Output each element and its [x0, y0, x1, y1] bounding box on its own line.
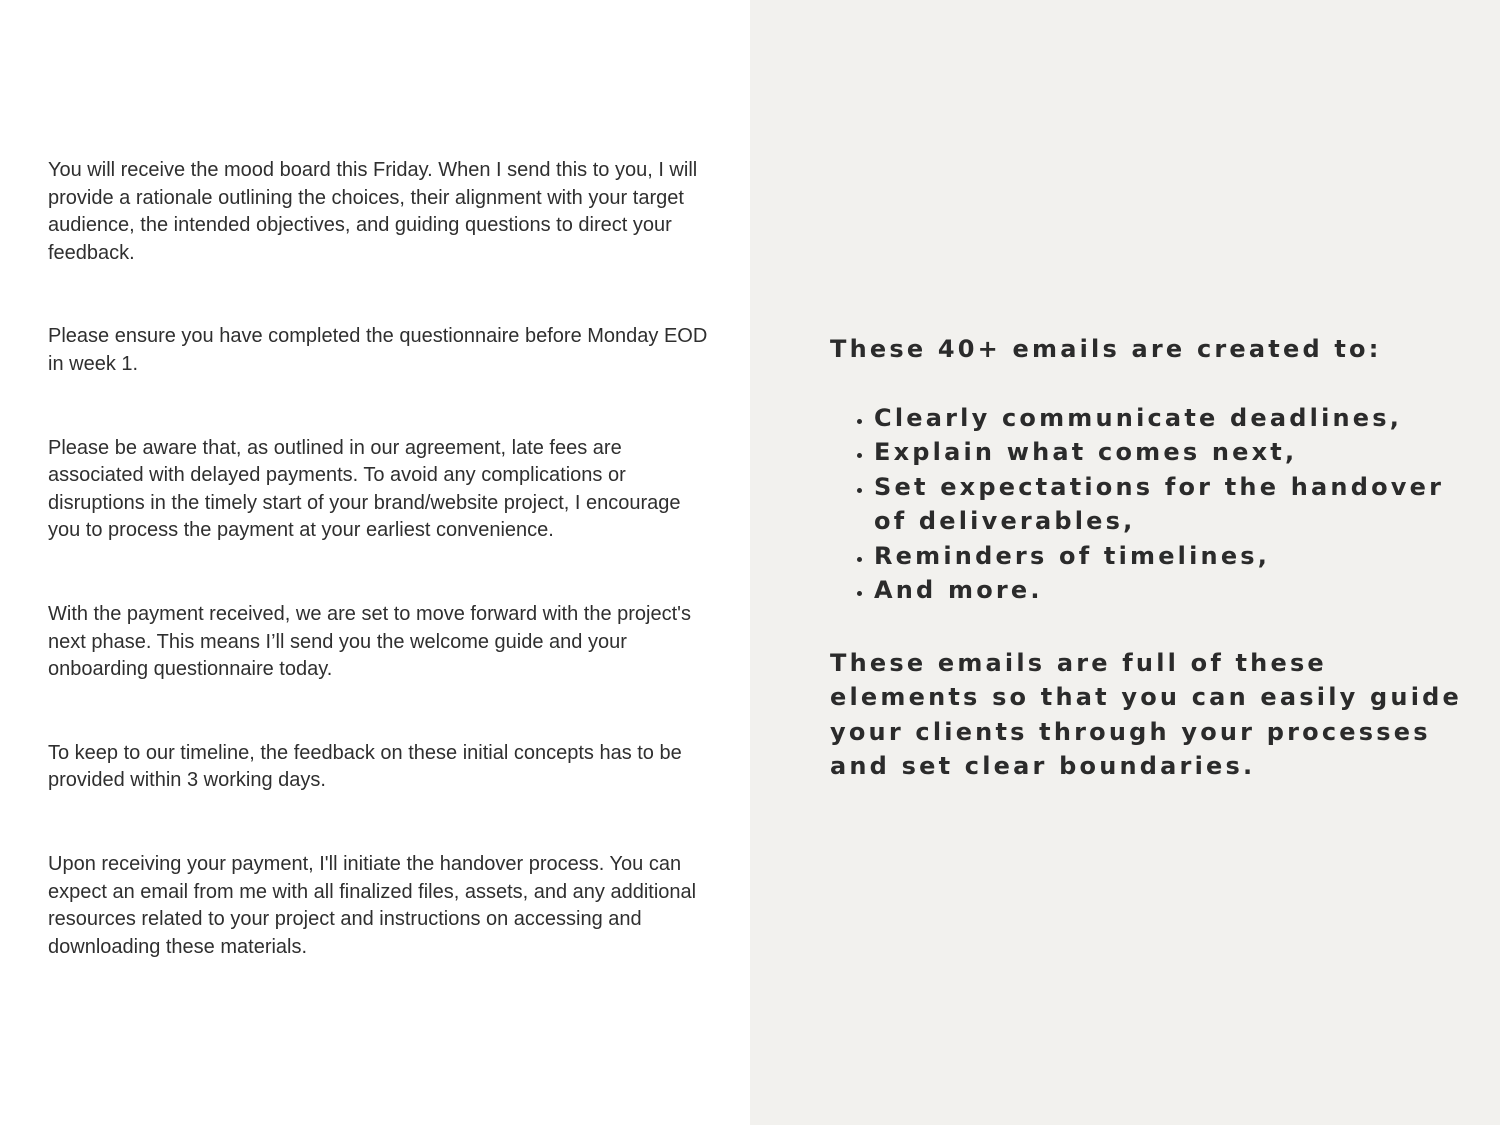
- info-panel-content: [830, 332, 1470, 784]
- email-example-2: Please ensure you have completed the questionnaire before Monday EOD in week 1.: [48, 325, 708, 375]
- benefit-item: • Reminders of timelines,: [874, 539, 1470, 574]
- benefits-list: [830, 401, 1470, 608]
- benefit-item: • Set expectations for the handover of deliverables,: [874, 470, 1470, 539]
- benefit-item: • Explain what comes next,: [874, 435, 1470, 470]
- email-example-5: To keep to our timeline, the feedback on these initial concepts has to be provided within 3 working days.: [48, 741, 682, 792]
- benefit-item: • And more.: [874, 573, 1470, 608]
- email-example-1: You will receive the mood board this Friday. When I send this to you, I will provide a rationale outlining the choices, their alignment with your target audience, the intended objectives, and guiding questions to direct your feedback.: [48, 159, 698, 264]
- email-example-4: With the payment received, we are set to move forward with the project's next phase. This means I’ll send you the welcome guide and your onboarding questionnaire today.: [48, 602, 691, 681]
- info-panel: [750, 0, 1500, 1125]
- outro-text: These emails are full of these elements so that you can easily guide your clients through your processes and set clear boundaries.: [830, 648, 1462, 780]
- email-example-6: Upon receiving your payment, I'll initiate the handover process. You can expect an email from me with all finalized files, assets, and any additional resources related to your project and instructions on accessing and downloading these materials.: [48, 852, 697, 958]
- intro-heading: These 40+ emails are created to:: [830, 335, 1382, 363]
- email-example-3: Please be aware that, as outlined in our agreement, late fees are associated with delayed payments. To avoid any complications or disruptions in the timely start of your brand/website project, I encourage you to process the payment at your earliest convenience.: [48, 436, 681, 542]
- benefit-item: • Clearly communicate deadlines,: [874, 401, 1470, 436]
